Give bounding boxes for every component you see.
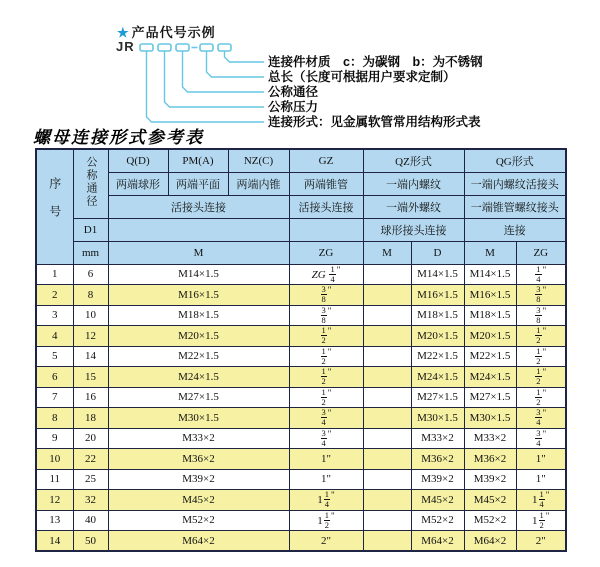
- header-col-pm: PM(A): [168, 149, 228, 172]
- cell-thread-m: M14×1.5: [108, 264, 289, 285]
- cell-qg-m: M39×2: [464, 469, 516, 490]
- cell-qz-d: M24×1.5: [411, 367, 464, 388]
- header-unit-qz-d: D: [411, 241, 464, 264]
- cell-seq: 3: [36, 305, 73, 326]
- table-header: [36, 149, 566, 264]
- cell-gz: $\frac{1}{2}$ ": [289, 326, 363, 347]
- cell-thread-m: M33×2: [108, 428, 289, 449]
- fraction: $\frac{1}{2}$: [539, 510, 544, 530]
- cell-thread-m: M64×2: [108, 531, 289, 552]
- header-unit-m: M: [108, 241, 289, 264]
- cell-dn-mm: 8: [73, 285, 108, 306]
- table-row: [36, 367, 566, 388]
- cell-qg-zg: 1": [516, 469, 566, 490]
- header-empty-gz: [289, 218, 363, 241]
- cell-gz: $\frac{1}{2}$ ": [289, 367, 363, 388]
- table-row: [36, 510, 566, 531]
- cell-qg-zg: $\frac{1}{2}$ ": [516, 326, 566, 347]
- fraction: $\frac{1}{4}$: [330, 264, 335, 284]
- header-col-gz: GZ: [289, 149, 363, 172]
- cell-thread-m: M20×1.5: [108, 326, 289, 347]
- cell-qz-d: M16×1.5: [411, 285, 464, 306]
- cell-qz-d: M18×1.5: [411, 305, 464, 326]
- fraction: $\frac{3}{8}$: [321, 284, 326, 305]
- cell-seq: 1: [36, 264, 73, 285]
- fraction: $\frac{3}{4}$: [536, 428, 541, 448]
- cell-dn-mm: 14: [73, 346, 108, 367]
- cell-qz-m: [363, 264, 411, 285]
- cell-gz: $\frac{3}{4}$ ": [289, 408, 363, 429]
- connector-line-2: [207, 51, 265, 77]
- cell-gz: 1 $\frac{1}{4}$ ": [289, 490, 363, 511]
- cell-seq: 8: [36, 408, 73, 429]
- fraction: $\frac{3}{8}$: [536, 284, 541, 305]
- cell-qz-m: [363, 326, 411, 347]
- fraction: $\frac{3}{8}$: [536, 305, 541, 325]
- cell-qz-m: [363, 490, 411, 511]
- header-unit-qz-m: M: [363, 241, 411, 264]
- cell-gz: $\frac{1}{2}$ ": [289, 346, 363, 367]
- header-mm: mm: [73, 241, 108, 264]
- cell-gz: $\frac{3}{8}$ ": [289, 305, 363, 326]
- cell-dn-mm: 12: [73, 326, 108, 347]
- header-join-qpmnz: 活接头连接: [108, 195, 289, 218]
- code-label-length: 总长（长度可根据用户要求定制）: [268, 70, 456, 84]
- cell-qz-m: [363, 428, 411, 449]
- code-label-connection: 连接形式：见金属软管常用结构形式表: [268, 115, 481, 129]
- cell-qz-m: [363, 305, 411, 326]
- fraction: $\frac{3}{8}$: [321, 305, 326, 325]
- cell-qg-m: M52×2: [464, 510, 516, 531]
- table-row: [36, 285, 566, 306]
- header-desc-qg1: 一端内螺纹活接头: [464, 172, 566, 195]
- fraction: $\frac{3}{4}$: [321, 407, 326, 428]
- header-conn-qz: 球形接头连接: [363, 218, 464, 241]
- code-prefix: JR: [116, 39, 135, 54]
- cell-qg-m: M14×1.5: [464, 264, 516, 285]
- table-row: [36, 469, 566, 490]
- fraction: $\frac{1}{2}$: [536, 366, 541, 387]
- cell-dn-mm: 32: [73, 490, 108, 511]
- nut-connection-reference-table: [35, 148, 567, 552]
- cell-qg-m: M27×1.5: [464, 387, 516, 408]
- cell-thread-m: M52×2: [108, 510, 289, 531]
- cell-gz: $\frac{3}{4}$ ": [289, 428, 363, 449]
- header-col-q: Q(D): [108, 149, 168, 172]
- cell-thread-m: M39×2: [108, 469, 289, 490]
- header-row-2: [36, 172, 566, 195]
- cell-thread-m: M16×1.5: [108, 285, 289, 306]
- table-row: [36, 531, 566, 552]
- cell-qg-zg: $\frac{1}{2}$ ": [516, 367, 566, 388]
- cell-dn-mm: 20: [73, 428, 108, 449]
- table-title: 螺母连接形式参考表: [33, 128, 204, 148]
- cell-gz: $\frac{1}{2}$ ": [289, 387, 363, 408]
- cell-qg-zg: $\frac{3}{8}$ ": [516, 285, 566, 306]
- cell-dn-mm: 40: [73, 510, 108, 531]
- cell-thread-m: M45×2: [108, 490, 289, 511]
- header-col-nz: NZ(C): [228, 149, 289, 172]
- code-label-material: 连接件材质 c：为碳钢 b：为不锈钢: [268, 55, 483, 69]
- code-box-2: [158, 44, 171, 51]
- cell-qz-d: M36×2: [411, 449, 464, 470]
- fraction: $\frac{1}{2}$: [321, 387, 326, 407]
- cell-qg-zg: 2": [516, 531, 566, 552]
- header-unit-qg-zg: ZG: [516, 241, 566, 264]
- cell-thread-m: M24×1.5: [108, 367, 289, 388]
- header-unit-qg-m: M: [464, 241, 516, 264]
- cell-gz: 1": [289, 449, 363, 470]
- cell-thread-m: M36×2: [108, 449, 289, 470]
- cell-dn-mm: 6: [73, 264, 108, 285]
- cell-qz-d: M22×1.5: [411, 346, 464, 367]
- table-row: [36, 346, 566, 367]
- cell-qz-m: [363, 387, 411, 408]
- fraction: $\frac{1}{2}$: [321, 366, 326, 387]
- cell-qg-zg: $\frac{1}{2}$ ": [516, 387, 566, 408]
- cell-qg-m: M18×1.5: [464, 305, 516, 326]
- cell-qg-zg: $\frac{1}{4}$ ": [516, 264, 566, 285]
- cell-qz-d: M64×2: [411, 531, 464, 552]
- cell-thread-m: M30×1.5: [108, 408, 289, 429]
- cell-qz-m: [363, 408, 411, 429]
- diagram-title-text: 产品代号示例: [131, 25, 216, 40]
- cell-qg-zg: $\frac{3}{8}$ ": [516, 305, 566, 326]
- header-col-qz: QZ形式: [363, 149, 464, 172]
- fraction: $\frac{3}{4}$: [536, 407, 541, 428]
- cell-seq: 9: [36, 428, 73, 449]
- header-desc-qg2: 一端锥管螺纹接头: [464, 195, 566, 218]
- code-box-4: [200, 44, 213, 51]
- cell-seq: 13: [36, 510, 73, 531]
- cell-thread-m: M18×1.5: [108, 305, 289, 326]
- cell-qz-m: [363, 346, 411, 367]
- cell-qz-d: M20×1.5: [411, 326, 464, 347]
- fraction: $\frac{1}{2}$: [536, 387, 541, 407]
- code-label-diameter: 公称通径: [268, 85, 319, 99]
- header-row-4: [36, 218, 566, 241]
- cell-gz: $\frac{3}{8}$ ": [289, 285, 363, 306]
- cell-seq: 10: [36, 449, 73, 470]
- code-box-1: [140, 44, 153, 51]
- fraction: $\frac{1}{2}$: [321, 325, 326, 346]
- table-row: [36, 326, 566, 347]
- cell-qz-m: [363, 285, 411, 306]
- cell-qg-m: M20×1.5: [464, 326, 516, 347]
- code-box-5: [218, 44, 231, 51]
- cell-qz-m: [363, 449, 411, 470]
- header-desc-pm: 两端平面: [168, 172, 228, 195]
- cell-qg-m: M36×2: [464, 449, 516, 470]
- product-code-diagram: [0, 0, 600, 140]
- table-row: [36, 449, 566, 470]
- cell-qg-m: M22×1.5: [464, 346, 516, 367]
- header-col-qg: QG形式: [464, 149, 566, 172]
- cell-dn-mm: 50: [73, 531, 108, 552]
- header-seq: 序号: [36, 149, 73, 264]
- header-d1: D1: [73, 218, 108, 241]
- table-row: [36, 428, 566, 449]
- cell-seq: 5: [36, 346, 73, 367]
- code-box-3: [176, 44, 189, 51]
- table-row: [36, 490, 566, 511]
- cell-gz: 2": [289, 531, 363, 552]
- header-dn: 公称通径: [73, 149, 108, 218]
- fraction: $\frac{1}{2}$: [536, 346, 541, 366]
- cell-dn-mm: 15: [73, 367, 108, 388]
- cell-qg-m: M64×2: [464, 531, 516, 552]
- header-desc-gz: 两端锥管: [289, 172, 363, 195]
- fraction: $\frac{1}{2}$: [536, 325, 541, 346]
- connector-line-4: [165, 51, 265, 107]
- header-desc-nz: 两端内锥: [228, 172, 289, 195]
- cell-qg-zg: $\frac{3}{4}$ ": [516, 408, 566, 429]
- cell-thread-m: M22×1.5: [108, 346, 289, 367]
- cell-qz-m: [363, 510, 411, 531]
- fraction: $\frac{1}{4}$: [539, 489, 544, 510]
- cell-seq: 7: [36, 387, 73, 408]
- cell-qz-d: M52×2: [411, 510, 464, 531]
- cell-seq: 12: [36, 490, 73, 511]
- cell-qz-d: M27×1.5: [411, 387, 464, 408]
- cell-thread-m: M27×1.5: [108, 387, 289, 408]
- header-join-gz: 活接头连接: [289, 195, 363, 218]
- header-row-5: [36, 241, 566, 264]
- header-desc-q: 两端球形: [108, 172, 168, 195]
- header-conn-qg: 连接: [464, 218, 566, 241]
- header-row-3: [36, 195, 566, 218]
- fraction: $\frac{1}{4}$: [324, 489, 330, 510]
- table-row: [36, 305, 566, 326]
- header-row-1: [36, 149, 566, 172]
- cell-seq: 4: [36, 326, 73, 347]
- cell-seq: 14: [36, 531, 73, 552]
- cell-dn-mm: 10: [73, 305, 108, 326]
- cell-qz-m: [363, 367, 411, 388]
- star-icon: ★: [117, 25, 130, 40]
- cell-dn-mm: 22: [73, 449, 108, 470]
- cell-gz: 1": [289, 469, 363, 490]
- cell-qz-d: M39×2: [411, 469, 464, 490]
- connector-line-1: [225, 51, 265, 62]
- cell-qz-m: [363, 531, 411, 552]
- cell-qg-zg: $\frac{1}{2}$ ": [516, 346, 566, 367]
- fraction: $\frac{1}{4}$: [536, 264, 541, 284]
- cell-seq: 11: [36, 469, 73, 490]
- cell-qg-zg: $\frac{3}{4}$ ": [516, 428, 566, 449]
- fraction: $\frac{1}{2}$: [321, 346, 326, 366]
- table-row: [36, 408, 566, 429]
- table-row: [36, 387, 566, 408]
- cell-seq: 6: [36, 367, 73, 388]
- cell-qg-m: M30×1.5: [464, 408, 516, 429]
- cell-qg-zg: 1": [516, 449, 566, 470]
- cell-qg-m: M45×2: [464, 490, 516, 511]
- cell-qg-m: M24×1.5: [464, 367, 516, 388]
- table-row: [36, 264, 566, 285]
- cell-qz-d: M45×2: [411, 490, 464, 511]
- cell-qg-m: M16×1.5: [464, 285, 516, 306]
- cell-gz: 1 $\frac{1}{2}$ ": [289, 510, 363, 531]
- cell-qz-d: M14×1.5: [411, 264, 464, 285]
- header-empty-m: [108, 218, 289, 241]
- connector-line-3: [183, 51, 265, 92]
- fraction: $\frac{3}{4}$: [321, 428, 326, 448]
- cell-dn-mm: 25: [73, 469, 108, 490]
- fraction: $\frac{1}{2}$: [324, 510, 330, 530]
- header-desc-qz1: 一端内螺纹: [363, 172, 464, 195]
- header-desc-qz2: 一端外螺纹: [363, 195, 464, 218]
- cell-qg-zg: 1 $\frac{1}{2}$ ": [516, 510, 566, 531]
- cell-qg-m: M33×2: [464, 428, 516, 449]
- header-unit-zg: ZG: [289, 241, 363, 264]
- cell-qz-d: M33×2: [411, 428, 464, 449]
- cell-qz-d: M30×1.5: [411, 408, 464, 429]
- cell-dn-mm: 18: [73, 408, 108, 429]
- cell-gz: ZG $\frac{1}{4}$ ": [289, 264, 363, 285]
- cell-dn-mm: 16: [73, 387, 108, 408]
- code-label-pressure: 公称压力: [268, 100, 319, 114]
- cell-seq: 2: [36, 285, 73, 306]
- table-body: [36, 264, 566, 551]
- cell-qg-zg: 1 $\frac{1}{4}$ ": [516, 490, 566, 511]
- cell-qz-m: [363, 469, 411, 490]
